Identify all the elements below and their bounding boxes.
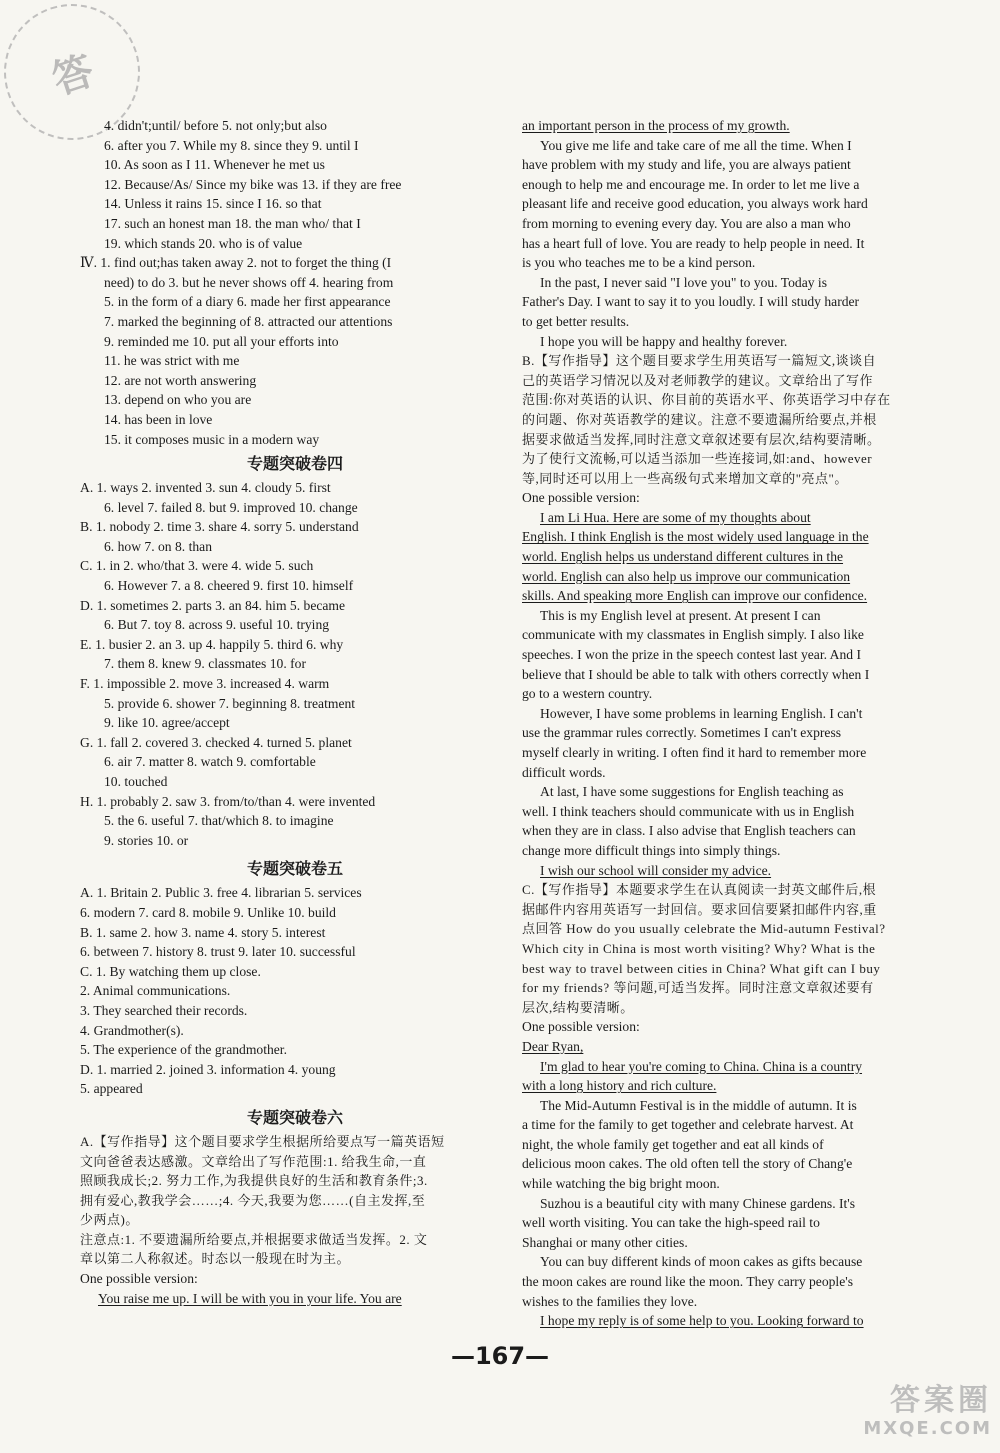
answer-line: 15. it composes music in a modern way — [104, 431, 320, 447]
guide-line: 据邮件内容用英语写一封回信。要求回信要紧扣邮件内容,重 — [522, 901, 877, 917]
guide-line: 章以第二人称叙述。时态以一般现在时为主。 — [80, 1251, 351, 1267]
guide-line: 层次,结构要清晰。 — [522, 999, 634, 1015]
essay-line: the moon cakes are round like the moon. They carry people's — [522, 1274, 853, 1290]
section-5-answers — [80, 883, 510, 1099]
essay-line: I hope you will be happy and healthy forever. — [540, 333, 788, 349]
answer-line: D. 1. married 2. joined 3. information 4. young — [80, 1061, 336, 1077]
essay-c-guide — [522, 880, 948, 1017]
essay-b-guide — [522, 351, 948, 488]
answer-line: 10. As soon as I 11. Whenever he met us — [104, 157, 325, 173]
answers-part-4 — [80, 116, 510, 449]
answer-line: 6. how 7. on 8. than — [104, 538, 212, 554]
answer-line: 6. after you 7. While my 8. since they 9. until I — [104, 137, 359, 153]
essay-line: night, the whole family get together and eat all kinds of — [522, 1136, 824, 1152]
essay-line: Suzhou is a beautiful city with many Chinese gardens. It's — [540, 1195, 856, 1211]
essay-line: difficult words. — [522, 764, 606, 780]
guide-line: 据要求做适当发挥,同时注意文章叙述要有层次,结构要清晰。 — [522, 431, 881, 447]
essay-line: This is my English level at present. At present I can — [540, 607, 821, 623]
answer-line: C. 1. By watching them up close. — [80, 963, 261, 979]
essay-line: enough to help me and encourage me. In order to let me live a — [522, 176, 860, 192]
page-number: —167— — [450, 1342, 550, 1370]
essay-c-version-label: One possible version: — [522, 1019, 640, 1035]
answer-line: E. 1. busier 2. an 3. up 4. happily 5. third 6. why — [80, 636, 344, 652]
site-watermark: 答案圈 MXQE.COM — [863, 1383, 992, 1439]
essay-line: is you who teaches me to be a kind person. — [522, 255, 756, 271]
essay-b-version-label: One possible version: — [522, 490, 640, 506]
essay-line: world. English helps us understand different cultures in the — [522, 549, 844, 565]
right-column — [522, 116, 948, 1331]
answer-line: 14. Unless it rains 15. since I 16. so that — [104, 196, 322, 212]
essay-line: communicate with my classmates in English simply. I also like — [522, 627, 864, 643]
answer-line: B. 1. same 2. how 3. name 4. story 5. interest — [80, 924, 326, 940]
answer-line: 6. But 7. toy 8. across 9. useful 10. trying — [104, 617, 330, 633]
essay-line: speeches. I won the prize in the speech contest last year. And I — [522, 647, 861, 663]
guide-line: 己的英语学习情况以及对老师教学的建议。文章给出了写作 — [522, 372, 874, 388]
guide-line: 文向爸爸表达感激。文章给出了写作范围:1. 给我生命,一直 — [80, 1153, 427, 1169]
answer-line: 19. which stands 20. who is of value — [104, 235, 303, 251]
essay-line: to get better results. — [522, 313, 630, 329]
essay-c-greeting: Dear Ryan, — [522, 1038, 584, 1054]
essay-line: delicious moon cakes. The old often tell the story of Chang'e — [522, 1156, 853, 1172]
guide-line: 点回答 How do you usually celebrate the Mid-autumn Festival? — [522, 921, 886, 937]
essay-line: world. English can also help us improve our communication — [522, 568, 851, 584]
version-label: One possible version: — [80, 1271, 198, 1287]
section-title-4: 专题突破卷四 — [246, 454, 343, 474]
section-title-6: 专题突破卷六 — [246, 1107, 343, 1127]
essay-b-body — [522, 508, 948, 880]
essay-line: with a long history and rich culture. — [522, 1078, 717, 1094]
guide-line: best way to travel between cities in China? What gift can I buy — [522, 960, 881, 976]
answer-line: G. 1. fall 2. covered 3. checked 4. turned 5. planet — [80, 734, 352, 750]
guide-line: 为了使行文流畅,可以适当添加一些连接词,如:and、however — [522, 451, 873, 467]
left-column — [80, 116, 510, 1308]
answer-line: 17. such an honest man 18. the man who/ that I — [104, 215, 361, 231]
essay-line: I am Li Hua. Here are some of my thoughts about — [540, 509, 811, 525]
essay-line: while watching the big bright moon. — [522, 1176, 720, 1192]
answer-line: 6. level 7. failed 8. but 9. improved 10. change — [104, 499, 358, 515]
answer-line: H. 1. probably 2. saw 3. from/to/than 4. were invented — [80, 793, 376, 809]
section-4-answers — [80, 478, 510, 850]
guide-line: B.【写作指导】这个题目要求学生用英语写一篇短文,谈谈自 — [522, 353, 877, 369]
answer-line: 5. provide 6. shower 7. beginning 8. treatment — [104, 695, 356, 711]
essay-line: have problem with my study and life, you are always patient — [522, 157, 851, 173]
answer-line: 6. between 7. history 8. trust 9. later 10. successful — [80, 944, 356, 960]
essay-line: The Mid-Autumn Festival is in the middle of autumn. It is — [540, 1097, 857, 1113]
guide-line: for my friends? 等问题,可适当发挥。同时注意文章叙述要有 — [522, 980, 874, 996]
guide-line: 等,同时还可以用上一些高级句式来增加文章的"亮点"。 — [522, 470, 848, 486]
essay-line: You give me life and take care of me all the time. When I — [540, 137, 852, 153]
essay-line: change more difficult things into simply things. — [522, 842, 781, 858]
guide-line: A.【写作指导】这个题目要求学生根据所给要点写一篇英语短 — [80, 1133, 445, 1149]
essay-a-continuation: an important person in the process of my growth. — [522, 118, 790, 133]
answer-line: 12. are not worth answering — [104, 372, 257, 388]
essay-line: Father's Day. I want to say it to you loudly. I will study harder — [522, 294, 860, 310]
guide-line: 照顾我成长;2. 努力工作,为我提供良好的生活和教育条件;3. — [80, 1173, 428, 1189]
answer-line: 9. reminded me 10. put all your efforts into — [104, 333, 339, 349]
corner-stamp: 答 — [0, 0, 158, 158]
essay-line: You can buy different kinds of moon cakes as gifts because — [540, 1254, 863, 1270]
answer-line: F. 1. impossible 2. move 3. increased 4. warm — [80, 676, 330, 692]
essay-c-body — [522, 1057, 948, 1331]
answer-line: 5. in the form of a diary 6. made her first appearance — [104, 294, 391, 310]
answer-line: 6. modern 7. card 8. mobile 9. Unlike 10. build — [80, 904, 336, 920]
answer-line: 11. he was strict with me — [104, 353, 240, 369]
essay-line: skills. And speaking more English can improve our confidence. — [522, 588, 868, 604]
guide-line: 少两点)。 — [80, 1212, 139, 1228]
guide-line: C.【写作指导】本题要求学生在认真阅读一封英文邮件后,根 — [522, 882, 877, 898]
answer-line: 4. Grandmother(s). — [80, 1022, 184, 1038]
answer-line: 3. They searched their records. — [80, 1002, 248, 1018]
guide-line: 范围:你对英语的认识、你目前的英语水平、你英语学习中存在 — [522, 392, 891, 408]
essay-line: In the past, I never said "I love you" to you. Today is — [540, 274, 828, 290]
section-title-5: 专题突破卷五 — [246, 859, 343, 879]
answer-line: 14. has been in love — [104, 411, 213, 427]
answer-line: A. 1. ways 2. invented 3. sun 4. cloudy 5. first — [80, 480, 331, 496]
answer-line: 10. touched — [104, 774, 168, 789]
answer-line: 5. appeared — [80, 1081, 143, 1097]
answer-line: 4. didn't;until/ before 5. not only;but also — [104, 118, 327, 133]
essay-line: when they are in class. I also advise that English teachers can — [522, 823, 856, 839]
essay-line: Shanghai or many other cities. — [522, 1234, 688, 1250]
essay-line: English. I think English is the most widely used language in the — [522, 529, 869, 545]
essay-line: I wish our school will consider my advice. — [540, 862, 772, 878]
answer-line: 9. like 10. agree/accept — [104, 715, 230, 731]
guide-line: Which city in China is most worth visiting? Why? What is the — [522, 940, 876, 956]
answer-line: D. 1. sometimes 2. parts 3. an 84. him 5. became — [80, 597, 346, 613]
essay-line: At last, I have some suggestions for English teaching as — [540, 784, 844, 800]
essay-a-first-line: You raise me up. I will be with you in your life. You are — [98, 1290, 402, 1306]
answer-line: A. 1. Britain 2. Public 3. free 4. librarian 5. services — [80, 885, 362, 901]
answer-line: B. 1. nobody 2. time 3. share 4. sorry 5. understand — [80, 519, 359, 535]
essay-line: has a heart full of love. You are ready to help people in need. It — [522, 235, 865, 251]
essay-line: go to a western country. — [522, 686, 653, 702]
section-6-guide — [80, 1132, 510, 1269]
answer-line: 7. marked the beginning of 8. attracted our attentions — [104, 313, 393, 329]
answer-line: Ⅳ. 1. find out;has taken away 2. not to forget the thing (I — [80, 255, 392, 271]
essay-line: use the grammar rules correctly. Sometimes I can't express — [522, 725, 842, 741]
answer-line: 9. stories 10. or — [104, 832, 189, 848]
essay-line: However, I have some problems in learning English. I can't — [540, 705, 863, 721]
essay-line: I hope my reply is of some help to you. Looking forward to — [540, 1313, 864, 1329]
answer-line: 6. air 7. matter 8. watch 9. comfortable — [104, 754, 316, 770]
essay-line: pleasant life and receive good education, you always work hard — [522, 196, 868, 212]
essay-line: from morning to evening every day. You are also a man who — [522, 215, 851, 231]
answer-line: 5. The experience of the grandmother. — [80, 1042, 287, 1058]
guide-line: 拥有爱心,教我学会……;4. 今天,我要为您……(自主发挥,至 — [80, 1192, 426, 1208]
guide-line: 的问题、你对英语教学的建议。注意不要遗漏所给要点,并根 — [522, 411, 877, 427]
essay-line: well. I think teachers should communicate with us in English — [522, 803, 855, 819]
essay-line: believe that I should be able to talk with others correctly when I — [522, 666, 870, 682]
essay-line: myself clearly in writing. I often find it hard to remember more — [522, 745, 867, 760]
essay-line: I'm glad to hear you're coming to China. China is a country — [540, 1058, 863, 1074]
answer-line: 12. Because/As/ Since my bike was 13. if they are free — [104, 176, 402, 192]
answer-line: need) to do 3. but he never shows off 4. hearing from — [104, 274, 394, 290]
essay-line: a time for the family to get together and celebrate harvest. At — [522, 1117, 854, 1133]
essay-line: wishes to the families they love. — [522, 1293, 698, 1309]
essay-a-body — [522, 136, 948, 352]
essay-line: well worth visiting. You can take the high-speed rail to — [522, 1215, 820, 1231]
answer-line: 7. them 8. knew 9. classmates 10. for — [104, 656, 306, 672]
guide-line: 注意点:1. 不要遗漏所给要点,并根据要求做适当发挥。2. 文 — [80, 1231, 428, 1247]
answer-line: C. 1. in 2. who/that 3. were 4. wide 5. such — [80, 558, 314, 574]
answer-line: 5. the 6. useful 7. that/which 8. to imagine — [104, 813, 334, 829]
answer-line: 13. depend on who you are — [104, 392, 252, 408]
answer-line: 2. Animal communications. — [80, 983, 231, 999]
answer-line: 6. However 7. a 8. cheered 9. first 10. himself — [104, 578, 354, 594]
